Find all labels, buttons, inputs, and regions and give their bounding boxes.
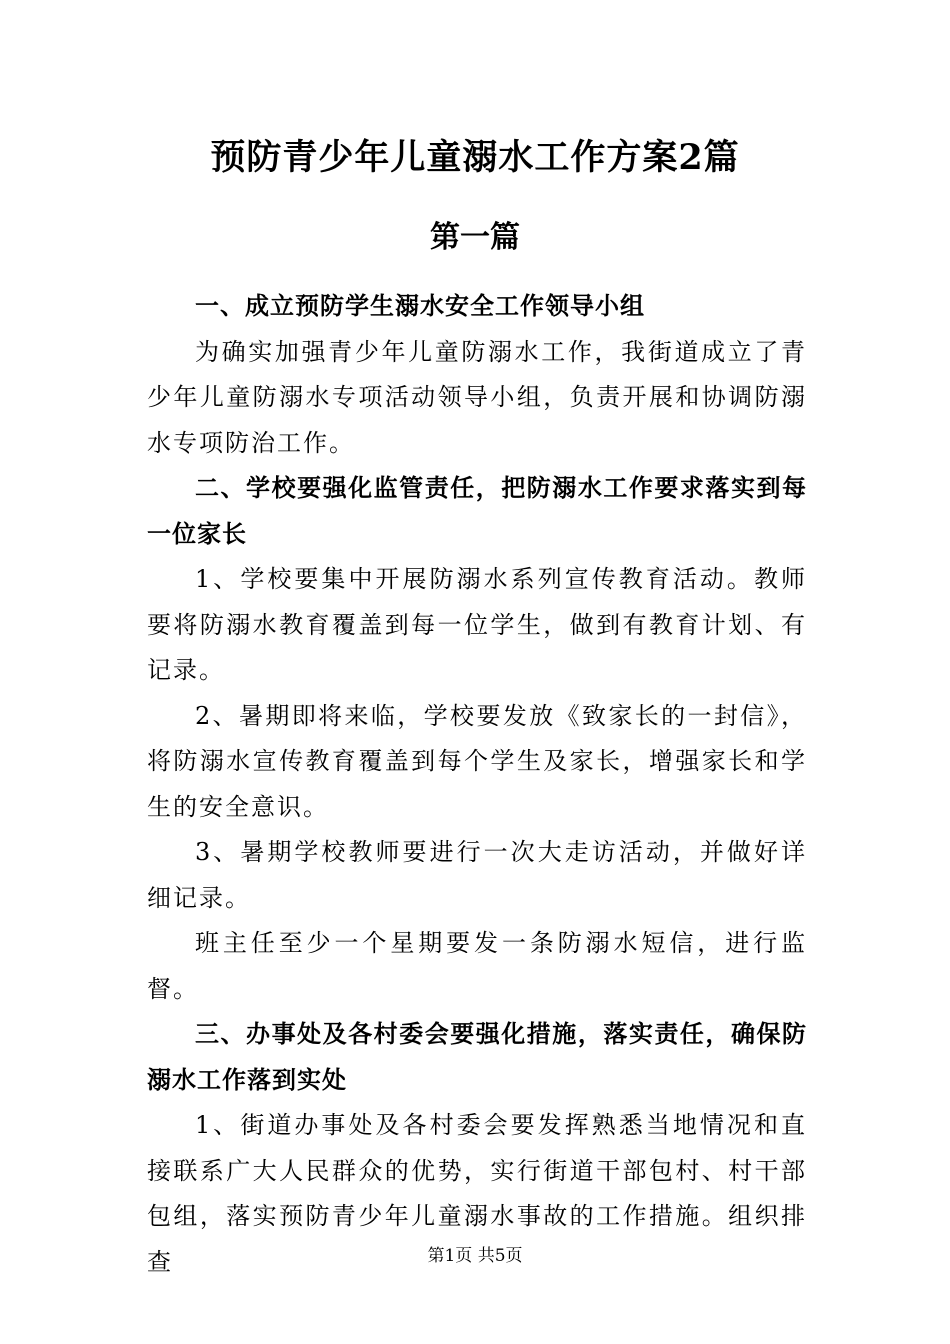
document-body <box>147 284 807 1285</box>
paragraph-4: 3、暑期学校教师要进行一次大走访活动，并做好详细记录。 <box>147 838 807 912</box>
page-footer: 第1页 共5页 <box>427 1246 523 1266</box>
paragraph-6: 1、街道办事处及各村委会要发挥熟悉当地情况和直接联系广大人民群众的优势，实行街道干部包村、村干部包组，落实预防青少年儿童溺水事故的工作措施。组织排查 <box>147 1111 807 1276</box>
paragraph-5: 班主任至少一个星期要发一条防溺水短信，进行监督。 <box>147 929 807 1003</box>
section-title: 第一篇 <box>430 220 520 255</box>
section-heading-1: 一、成立预防学生溺水安全工作领导小组 <box>195 292 645 320</box>
section-heading-3: 三、办事处及各村委会要强化措施，落实责任，确保防溺水工作落到实处 <box>147 1020 807 1094</box>
section-heading-2: 二、学校要强化监管责任，把防溺水工作要求落实到每一位家长 <box>147 474 807 548</box>
document-title: 预防青少年儿童溺水工作方案2篇 <box>210 137 740 178</box>
paragraph-2: 1、学校要集中开展防溺水系列宣传教育活动。教师要将防溺水教育覆盖到每一位学生，做到有教育计划、有记录。 <box>147 565 807 684</box>
paragraph-1: 为确实加强青少年儿童防溺水工作，我街道成立了青少年儿童防溺水专项活动领导小组，负责开展和协调防溺水专项防治工作。 <box>147 337 807 457</box>
paragraph-3: 2、暑期即将来临，学校要发放《致家长的一封信》，将防溺水宣传教育覆盖到每个学生及家长，增强家长和学生的安全意识。 <box>147 701 807 821</box>
